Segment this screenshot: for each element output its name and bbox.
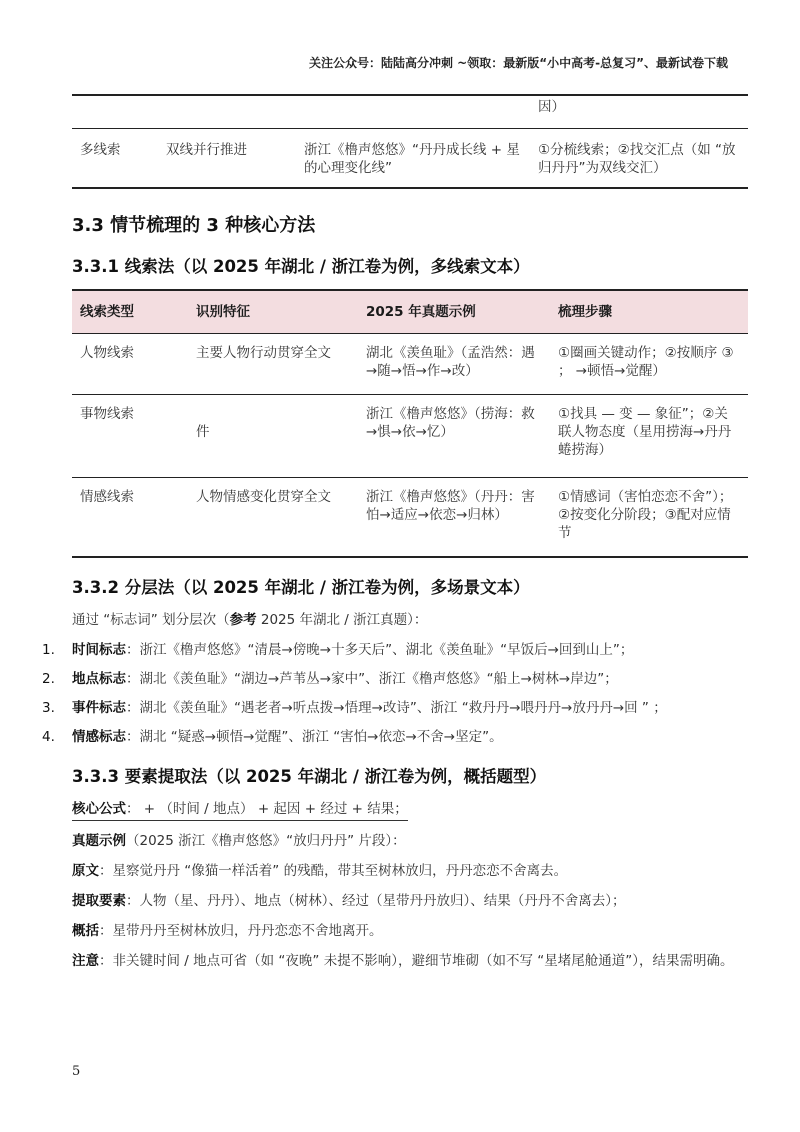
list-label: 情感标志 (72, 729, 126, 745)
table-cell: 浙江《橹声悠悠》“丹丹成长线 + 星的心理变化线” (304, 142, 520, 176)
intro-suffix: 2025 年湖北 / 浙江真题）： (256, 612, 428, 628)
summary (72, 921, 748, 941)
table-cell: ①圈画关键动作；②按顺序 ③ ； →顿悟→觉醒） (558, 345, 734, 379)
note (72, 951, 748, 971)
list-text: ：湖北《羡鱼耻》“遇老者→听点拨→悟理→改诗”、浙江 “救丹丹→喂丹丹→放丹丹→回 ” ； (126, 700, 667, 716)
note-label: 注意 (72, 953, 99, 969)
clue-method-table (72, 289, 748, 558)
list-number: 4. (42, 729, 55, 745)
page-content (42, 94, 748, 981)
table-cell: 情感线索 (72, 478, 188, 558)
formula-label: 核心公式 (72, 801, 126, 817)
table-cell: 主要人物行动贯穿全文 (196, 345, 331, 361)
table-cell: ①分梳线索；②找交汇点（如 “放归丹丹”为双线交汇） (538, 142, 736, 176)
extract-content: ：人物（星、丹丹）、地点（树林）、经过（星带丹丹放归）、结果（丹丹不舍离去）； (126, 893, 626, 909)
list-item (42, 698, 748, 718)
table-cell: 双线并行推进 (166, 142, 247, 158)
summary-content: ：星带丹丹至树林放归，丹丹恋恋不舍地离开。 (99, 923, 383, 939)
extract-label: 提取要素 (72, 893, 126, 909)
list-number: 1. (42, 642, 55, 658)
list-label: 事件标志 (72, 700, 126, 716)
original-label: 原文 (72, 863, 99, 879)
table-cell: 人物情感变化贯穿全文 (188, 478, 358, 558)
table-cell: 件 (188, 395, 358, 478)
section-title-3-3-2: 3.3.2 分层法（以 2025 年湖北 / 浙江卷为例，多场景文本） (72, 578, 530, 597)
table-cell: 因） (530, 95, 748, 129)
list-item (42, 640, 748, 660)
original-text (72, 861, 748, 881)
clue-table-continued (72, 94, 748, 189)
summary-label: 概括 (72, 923, 99, 939)
table-cell: 事物线索 (72, 395, 188, 478)
table-header: 2025 年真题示例 (358, 290, 550, 334)
original-content: ：星察觉丹丹 “像猫一样活着” 的残酷，带其至树林放归，丹丹恋恋不舍离去。 (99, 863, 568, 879)
table-row (72, 129, 748, 189)
table-cell: ①情感词（害怕恋恋不舍”）；②按变化分阶段；③配对应情节 (550, 478, 748, 558)
list-label: 地点标志 (72, 671, 126, 687)
formula-underline (72, 799, 408, 821)
extract-elements (72, 891, 748, 911)
table-cell: 湖北《羡鱼耻》（孟浩然：遇→随→悟→作→改） (366, 345, 535, 379)
intro-prefix: 通过 “标志词” 划分层次（ (72, 612, 230, 628)
list-label: 时间标志 (72, 642, 126, 658)
table-header: 识别特征 (188, 290, 358, 334)
list-number: 3. (42, 700, 55, 716)
section-title-3-3-3: 3.3.3 要素提取法（以 2025 年湖北 / 浙江卷为例，概括题型） (72, 767, 547, 786)
table-cell (296, 95, 530, 129)
page-header: 关注公众号：陆陆高分冲刺 ~领取：最新版“小中高考-总复习”、最新试卷下载 (309, 56, 728, 70)
table-row (72, 395, 748, 478)
section-title-3-3: 3.3 情节梳理的 3 种核心方法 (72, 215, 316, 236)
table-cell (72, 95, 158, 129)
list-text: ：浙江《橹声悠悠》“清晨→傍晚→十多天后”、湖北《羡鱼耻》“早饭后→回到山上”； (126, 642, 634, 658)
intro-bold: 参考 (229, 612, 257, 628)
table-cell: 人物线索 (80, 345, 134, 361)
table-cell: 浙江《橹声悠悠》（捞海：救→惧→依→忆） (358, 395, 550, 478)
table-row (72, 478, 748, 558)
real-example (72, 831, 748, 851)
list-item (42, 669, 748, 689)
table-row (72, 334, 748, 395)
table-header-row (72, 290, 748, 334)
table-cell (158, 95, 296, 129)
layer-intro (72, 610, 748, 630)
table-cell: 多线索 (80, 142, 121, 158)
marker-list (42, 640, 748, 747)
formula-text: ： + （时间 / 地点） + 起因 + 经过 + 结果； (126, 801, 408, 817)
list-item (42, 727, 748, 747)
list-number: 2. (42, 671, 55, 687)
note-content: ：非关键时间 / 地点可省（如 “夜晚” 未提不影响），避细节堆砌（如不写 “星堵尾舱通道”），结果需明确。 (99, 953, 734, 969)
table-cell: 浙江《橹声悠悠》（丹丹：害怕→适应→依恋→归林） (358, 478, 550, 558)
section-title-3-3-1: 3.3.1 线索法（以 2025 年湖北 / 浙江卷为例，多线索文本） (72, 257, 530, 276)
core-formula (72, 799, 748, 821)
list-text: ：湖北 “疑惑→顿悟→觉醒”、浙江 “害怕→依恋→不舍→坚定”。 (126, 729, 503, 745)
table-row (72, 95, 748, 129)
list-text: ：湖北《羡鱼耻》“湖边→芦苇丛→家中”、浙江《橹声悠悠》“船上→树林→岸边”； (126, 671, 618, 687)
page-number: 5 (72, 1064, 81, 1079)
table-cell: ①找具 — 变 — 象征”；②关联人物态度（星用捞海→丹丹蜷捞海） (550, 395, 748, 478)
table-header: 梳理步骤 (550, 290, 748, 334)
example-label: 真题示例 (72, 833, 126, 849)
example-text: （2025 浙江《橹声悠悠》“放归丹丹” 片段）： (126, 833, 406, 849)
table-header: 线索类型 (72, 290, 188, 334)
